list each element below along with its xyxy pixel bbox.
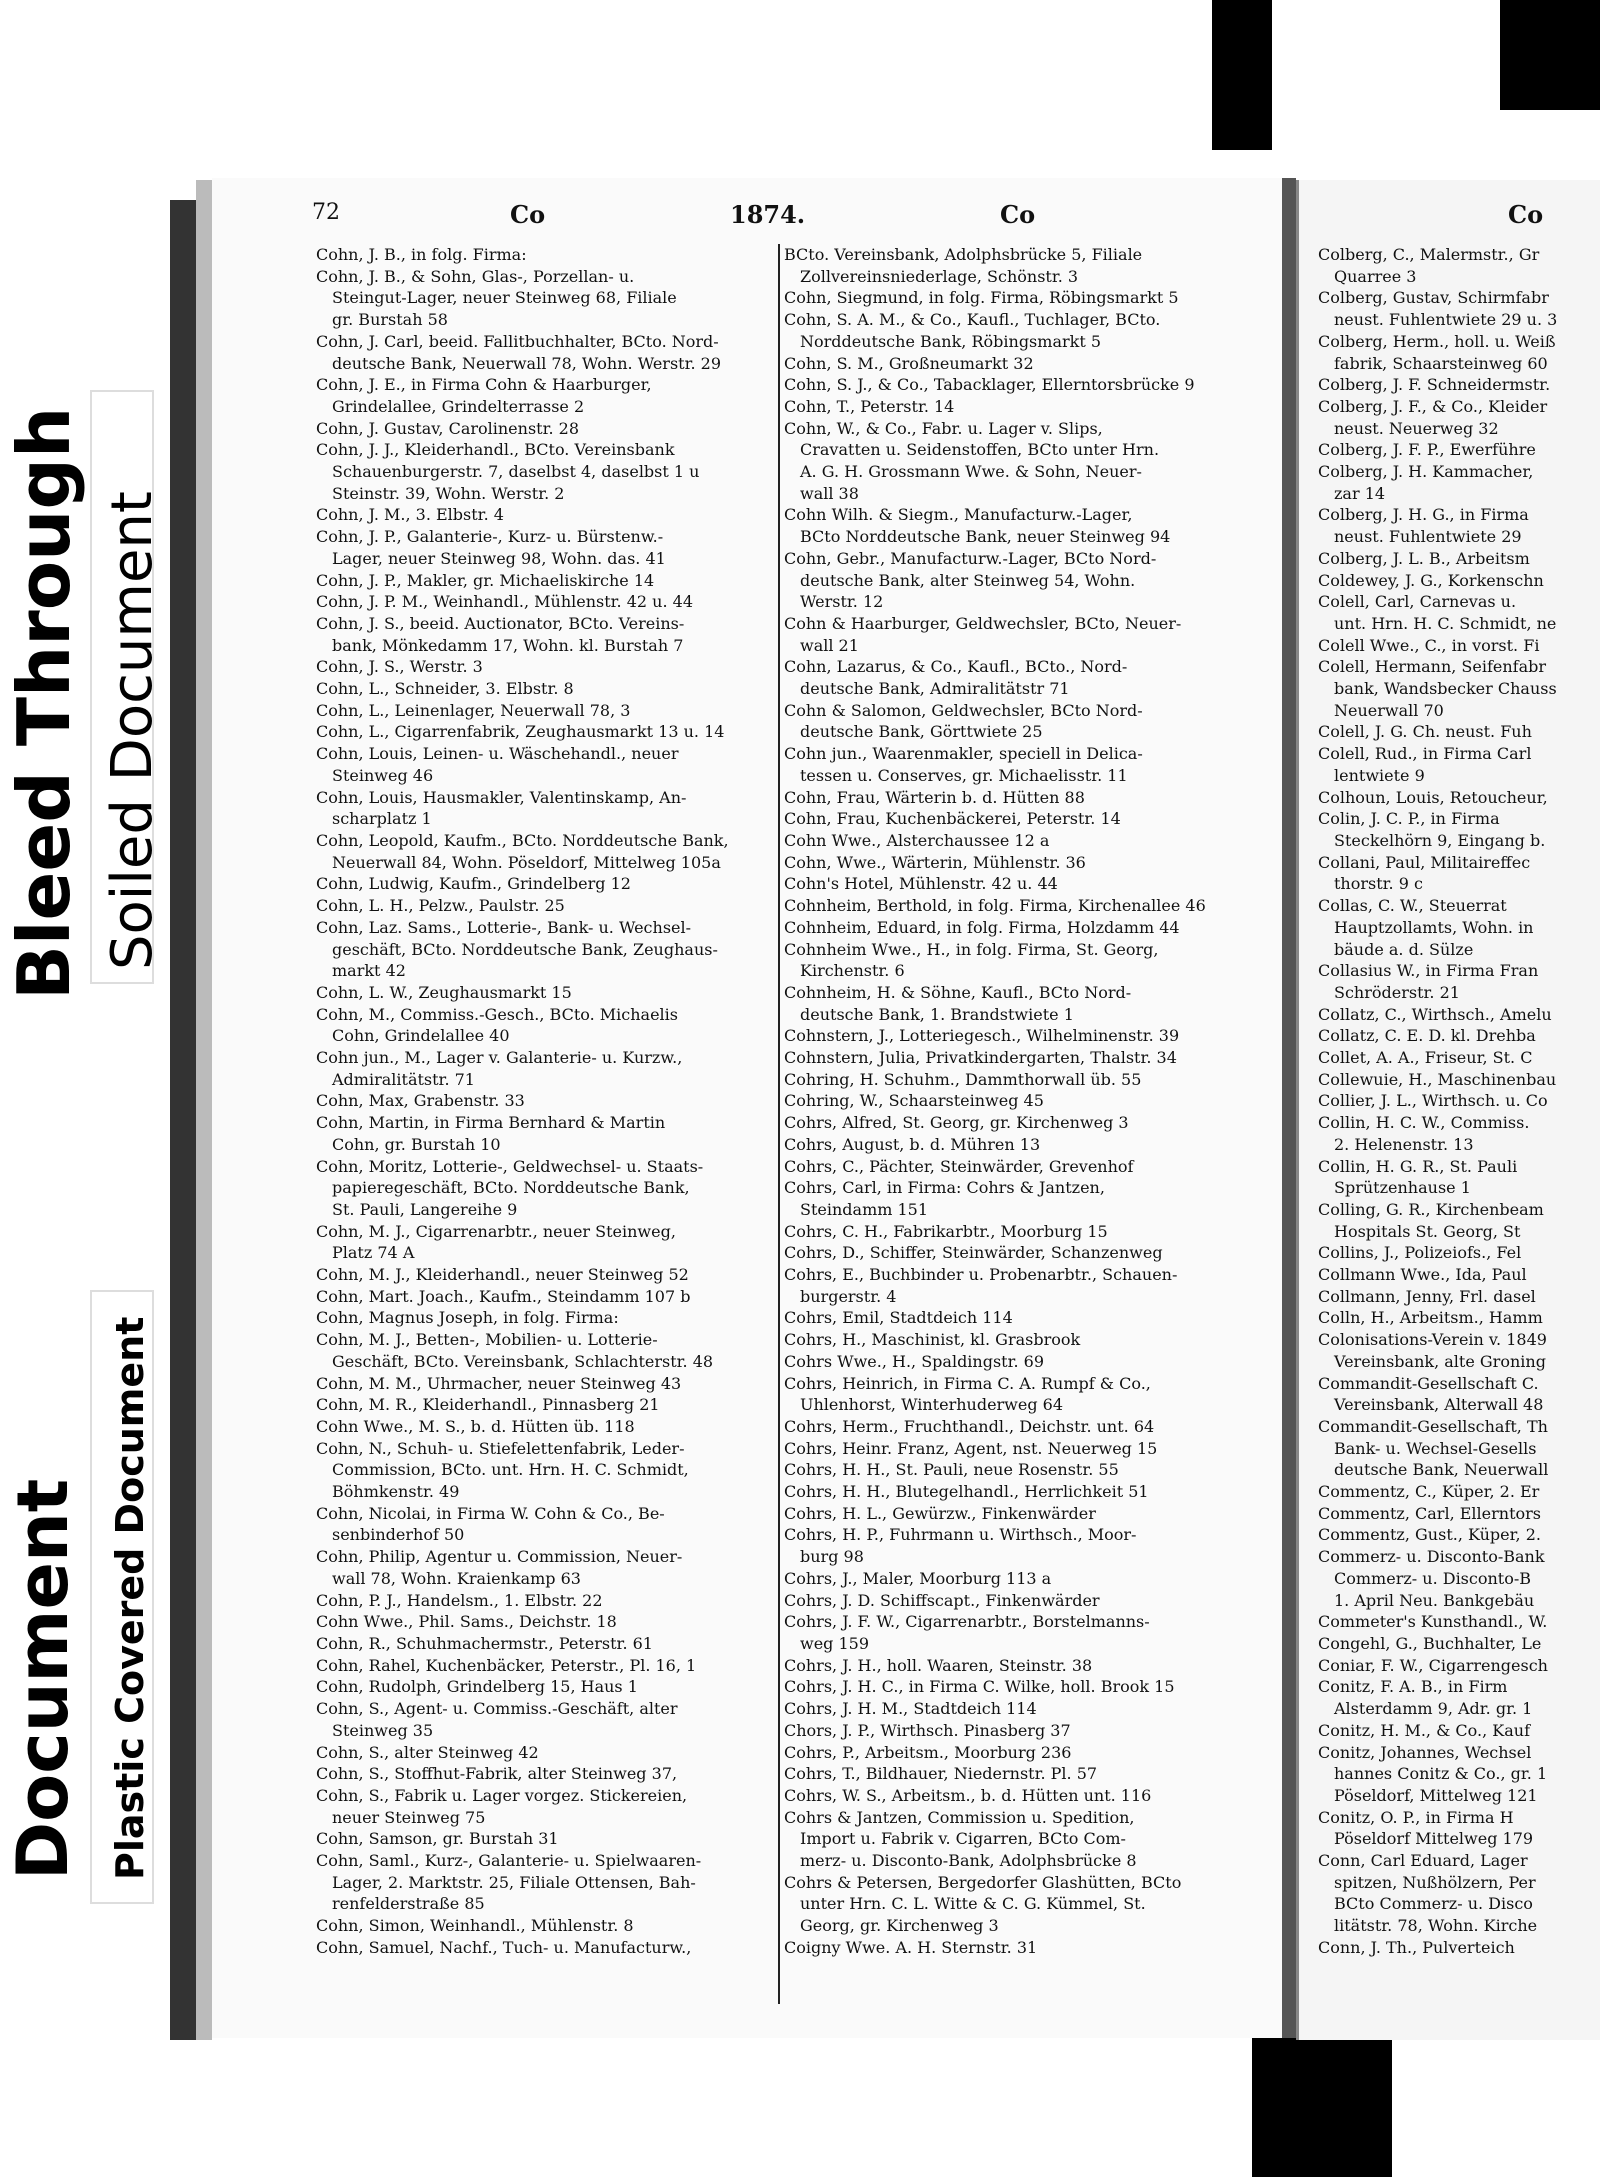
directory-entry-line: Cohn, L., Leinenlager, Neuerwall 78, 3 bbox=[316, 700, 631, 720]
directory-entry-line: Lager, neuer Steinweg 98, Wohn. das. 41 bbox=[332, 548, 666, 568]
directory-entry-line: Collins, J., Polizeiofs., Fel bbox=[1318, 1243, 1522, 1263]
directory-entry-line: Colberg, J. F. P., Ewerführe bbox=[1318, 440, 1536, 460]
directory-entry-line: Cohrs, H., Maschinist, kl. Grasbrook bbox=[784, 1330, 1081, 1350]
directory-entry-line: Cohn, M. M., Uhrmacher, neuer Steinweg 43 bbox=[316, 1373, 682, 1393]
directory-column-middle bbox=[784, 244, 1240, 1959]
directory-entry-line: unter Hrn. C. L. Witte & C. G. Kümmel, St. bbox=[800, 1894, 1146, 1914]
directory-entry-line: Colling, G. R., Kirchenbeam bbox=[1318, 1199, 1544, 1219]
directory-entry-line: Collin, H. G. R., St. Pauli bbox=[1318, 1156, 1518, 1176]
directory-entry-line: Cohn, T., Peterstr. 14 bbox=[784, 396, 955, 416]
directory-entry-line: spitzen, Nußhölzern, Per bbox=[1334, 1872, 1536, 1892]
directory-entry-line: Colonisations-Verein v. 1849 bbox=[1318, 1330, 1547, 1350]
directory-entry-line: 1. April Neu. Bankgebäu bbox=[1334, 1590, 1535, 1610]
directory-entry-line: Cohrs & Petersen, Bergedorfer Glashütten, BCto bbox=[784, 1872, 1182, 1892]
directory-entry-line: Pöseldorf Mittelweg 179 bbox=[1334, 1829, 1534, 1849]
directory-entry-line: Cohn, Samuel, Nachf., Tuch- u. Manufacturw., bbox=[316, 1937, 692, 1957]
directory-entry-line: Cohn, Frau, Wärterin b. d. Hütten 88 bbox=[784, 787, 1085, 807]
directory-entry-line: Colell, Carl, Carnevas u. bbox=[1318, 592, 1517, 612]
directory-entry-line: Cohrs, Heinrich, in Firma C. A. Rumpf & Co., bbox=[784, 1373, 1151, 1393]
directory-entry-line: Cohn, J. Carl, beeid. Fallitbuchhalter, BCto. Nord- bbox=[316, 331, 719, 351]
directory-entry-line: Cohn, Martin, in Firma Bernhard & Martin bbox=[316, 1113, 666, 1133]
directory-entry-line: Kirchenstr. 6 bbox=[800, 961, 905, 981]
label-plastic-covered-document: Plastic Covered Document bbox=[108, 1316, 152, 1880]
directory-entry-line: Geschäft, BCto. Vereinsbank, Schlachterstr. 48 bbox=[332, 1351, 714, 1371]
directory-entry-line: Cohrs, Herm., Fruchthandl., Deichstr. unt. 64 bbox=[784, 1416, 1155, 1436]
directory-entry-line: Steinweg 35 bbox=[332, 1720, 434, 1740]
directory-entry-line: renfelderstraße 85 bbox=[332, 1894, 485, 1914]
directory-entry-line: Coniar, F. W., Cigarrengesch bbox=[1318, 1655, 1548, 1675]
directory-entry-line: Cohn, Magnus Joseph, in folg. Firma: bbox=[316, 1308, 619, 1328]
directory-entry-line: Cohn, W., & Co., Fabr. u. Lager v. Slips, bbox=[784, 418, 1103, 438]
directory-entry-line: Zollvereinsniederlage, Schönstr. 3 bbox=[800, 266, 1079, 286]
directory-entry-line: Cohn, J. M., 3. Elbstr. 4 bbox=[316, 505, 504, 525]
directory-entry-line: Commentz, C., Küper, 2. Er bbox=[1318, 1482, 1540, 1502]
directory-entry-line: Collas, C. W., Steuerrat bbox=[1318, 896, 1507, 916]
directory-entry-line: Cohnheim, Berthold, in folg. Firma, Kirchenallee 46 bbox=[784, 896, 1206, 916]
directory-entry-line: Cohn, M. J., Kleiderhandl., neuer Steinweg 52 bbox=[316, 1265, 689, 1285]
directory-entry-line: Cohrs, Alfred, St. Georg, gr. Kirchenweg 3 bbox=[784, 1113, 1129, 1133]
directory-entry-line: Colell, Rud., in Firma Carl bbox=[1318, 744, 1532, 764]
directory-entry-line: Collin, H. C. W., Commiss. bbox=[1318, 1113, 1530, 1133]
directory-entry-line: weg 159 bbox=[800, 1634, 870, 1653]
directory-entry-line: merz- u. Disconto-Bank, Adolphsbrücke 8 bbox=[800, 1851, 1137, 1871]
directory-entry-line: Steinweg 46 bbox=[332, 765, 434, 785]
directory-entry-line: Cohn, Rudolph, Grindelberg 15, Haus 1 bbox=[316, 1677, 638, 1697]
directory-entry-line: burg 98 bbox=[800, 1547, 864, 1567]
directory-entry-line: Cohn & Salomon, Geldwechsler, BCto Nord- bbox=[784, 700, 1143, 720]
directory-entry-line: Alsterdamm 9, Adr. gr. 1 bbox=[1334, 1699, 1533, 1719]
directory-entry-line: tessen u. Conserves, gr. Michaelisstr. 11 bbox=[800, 765, 1128, 785]
directory-entry-line: Vereinsbank, alte Groning bbox=[1334, 1351, 1546, 1371]
directory-entry-line: Cohn, J. B., in folg. Firma: bbox=[316, 245, 527, 264]
directory-entry-line: papieregeschäft, BCto. Norddeutsche Bank, bbox=[332, 1178, 690, 1198]
directory-entry-line: markt 42 bbox=[332, 961, 406, 981]
directory-entry-line: Cohrs, Emil, Stadtdeich 114 bbox=[784, 1308, 1013, 1328]
directory-entry-line: Cohn, S. A. M., & Co., Kaufl., Tuchlager, BCto. bbox=[784, 310, 1161, 330]
directory-entry-line: Cohn, M. J., Betten-, Mobilien- u. Lotterie- bbox=[316, 1330, 658, 1350]
directory-entry-line: Platz 74 A bbox=[332, 1243, 415, 1263]
directory-entry-line: Cohrs, D., Schiffer, Steinwärder, Schanzenweg bbox=[784, 1243, 1163, 1263]
directory-entry-line: Cohrs, J., Maler, Moorburg 113 a bbox=[784, 1568, 1052, 1588]
directory-entry-line: Cohn, N., Schuh- u. Stiefelettenfabrik, Leder- bbox=[316, 1438, 685, 1458]
page-year: 1874. bbox=[730, 200, 806, 229]
directory-entry-line: Import u. Fabrik v. Cigarren, BCto Com- bbox=[800, 1829, 1126, 1849]
directory-entry-line: Cohn, S., alter Steinweg 42 bbox=[316, 1742, 539, 1762]
directory-entry-line: neust. Fuhlentwiete 29 bbox=[1334, 527, 1522, 547]
directory-entry-line: Cohrs, E., Buchbinder u. Probenarbtr., Schauen- bbox=[784, 1265, 1178, 1285]
directory-entry-line: thorstr. 9 c bbox=[1334, 874, 1423, 894]
label-document: Document bbox=[2, 1478, 84, 1880]
directory-entry-line: Coldewey, J. G., Korkenschn bbox=[1318, 570, 1544, 590]
directory-entry-line: Cohrs, H. H., St. Pauli, neue Rosenstr. 55 bbox=[784, 1460, 1119, 1480]
directory-entry-line: BCto Commerz- u. Disco bbox=[1334, 1894, 1533, 1914]
directory-entry-line: Cohn, S., Agent- u. Commiss.-Geschäft, alter bbox=[316, 1699, 678, 1719]
directory-entry-line: Cohnstern, J., Lotteriegesch., Wilhelminenstr. 39 bbox=[784, 1026, 1180, 1046]
directory-entry-line: Cohn Wwe., Alsterchaussee 12 a bbox=[784, 830, 1050, 850]
directory-entry-line: Georg, gr. Kirchenweg 3 bbox=[800, 1916, 999, 1936]
directory-entry-line: Hauptzollamts, Wohn. in bbox=[1334, 917, 1534, 937]
directory-entry-line: bank, Mönkedamm 17, Wohn. kl. Burstah 7 bbox=[332, 635, 684, 655]
directory-entry-line: Collmann, Jenny, Frl. dasel bbox=[1318, 1286, 1536, 1306]
directory-entry-line: Cohn, J. E., in Firma Cohn & Haarburger, bbox=[316, 375, 652, 395]
directory-entry-line: Cohn jun., Waarenmakler, speciell in Delica- bbox=[784, 744, 1143, 764]
directory-entry-line: Collasius W., in Firma Fran bbox=[1318, 961, 1539, 981]
directory-entry-line: Commentz, Gust., Küper, 2. bbox=[1318, 1525, 1541, 1545]
directory-entry-line: Cohrs, J. F. W., Cigarrenarbtr., Borstelmanns- bbox=[784, 1612, 1150, 1632]
directory-entry-line: Cohn, L., Schneider, 3. Elbstr. 8 bbox=[316, 679, 574, 699]
directory-entry-line: Pöseldorf, Mittelweg 121 bbox=[1334, 1785, 1538, 1805]
directory-entry-line: Neuerwall 84, Wohn. Pöseldorf, Mittelweg 105a bbox=[332, 852, 721, 872]
directory-entry-line: Cohnheim, H. & Söhne, Kaufl., BCto Nord- bbox=[784, 982, 1132, 1002]
directory-entry-line: Colhoun, Louis, Retoucheur, bbox=[1318, 787, 1548, 807]
directory-entry-line: Cohrs, J. D. Schiffscapt., Finkenwärder bbox=[784, 1590, 1100, 1610]
directory-entry-line: unt. Hrn. H. C. Schmidt, ne bbox=[1334, 613, 1557, 633]
directory-entry-line: Cohn, Louis, Leinen- u. Wäschehandl., neuer bbox=[316, 744, 679, 764]
directory-entry-line: Conn, Carl Eduard, Lager bbox=[1318, 1851, 1528, 1871]
directory-entry-line: wall 21 bbox=[800, 635, 859, 655]
directory-entry-line: Conitz, H. M., & Co., Kauf bbox=[1318, 1720, 1530, 1740]
directory-entry-line: deutsche Bank, Neuerwall bbox=[1334, 1460, 1549, 1480]
directory-entry-line: Böhmkenstr. 49 bbox=[332, 1482, 460, 1502]
directory-entry-line: Bank- u. Wechsel-Gesells bbox=[1334, 1438, 1537, 1458]
directory-entry-line: 2. Helenenstr. 13 bbox=[1334, 1134, 1474, 1154]
directory-entry-line: gr. Burstah 58 bbox=[332, 310, 448, 330]
directory-entry-line: Cohn, Saml., Kurz-, Galanterie- u. Spielwaaren- bbox=[316, 1851, 702, 1871]
directory-entry-line: Colin, J. C. P., in Firma bbox=[1318, 809, 1500, 829]
directory-entry-line: Colell, Hermann, Seifenfabr bbox=[1318, 657, 1547, 677]
directory-entry-line: Cohn, Laz. Sams., Lotterie-, Bank- u. Wechsel- bbox=[316, 917, 692, 937]
directory-entry-line: Cohn, Wwe., Wärterin, Mühlenstr. 36 bbox=[784, 852, 1086, 872]
directory-entry-line: Cohnstern, Julia, Privatkindergarten, Thalstr. 34 bbox=[784, 1048, 1177, 1068]
directory-entry-line: deutsche Bank, Görttwiete 25 bbox=[800, 722, 1043, 742]
directory-entry-line: Cohn jun., M., Lager v. Galanterie- u. Kurzw., bbox=[316, 1048, 683, 1068]
directory-entry-line: Cohn, L., Cigarrenfabrik, Zeughausmarkt 13 u. 14 bbox=[316, 722, 725, 742]
running-head-right: Co bbox=[1000, 200, 1036, 229]
directory-entry-line: Coigny Wwe. A. H. Sternstr. 31 bbox=[784, 1937, 1038, 1957]
directory-entry-line: deutsche Bank, Admiralitätstr 71 bbox=[800, 679, 1070, 699]
directory-entry-line: Commerz- u. Disconto-Bank bbox=[1318, 1547, 1545, 1567]
directory-entry-line: Cohn, Max, Grabenstr. 33 bbox=[316, 1091, 525, 1111]
directory-entry-line: Cohrs, H. L., Gewürzw., Finkenwärder bbox=[784, 1503, 1096, 1523]
directory-entry-line: Vereinsbank, Alterwall 48 bbox=[1334, 1395, 1544, 1415]
directory-entry-line: Cohn Wilh. & Siegm., Manufacturw.-Lager, bbox=[784, 505, 1133, 525]
directory-entry-line: Cohn, S. J., & Co., Tabacklager, Ellerntorsbrücke 9 bbox=[784, 375, 1195, 395]
directory-entry-line: Cohrs, J. H., holl. Waaren, Steinstr. 38 bbox=[784, 1655, 1093, 1675]
scan-mask bbox=[1500, 0, 1600, 110]
directory-entry-line: deutsche Bank, alter Steinweg 54, Wohn. bbox=[800, 570, 1136, 590]
directory-entry-line: Schauenburgerstr. 7, daselbst 4, daselbst 1 u bbox=[332, 462, 700, 482]
directory-entry-line: Cohn, S., Stoffhut-Fabrik, alter Steinweg 37, bbox=[316, 1764, 678, 1784]
directory-entry-line: Commandit-Gesellschaft C. bbox=[1318, 1373, 1539, 1393]
directory-entry-line: Cohn, Samson, gr. Burstah 31 bbox=[316, 1829, 559, 1849]
directory-entry-line: Cohrs, W. S., Arbeitsm., b. d. Hütten unt. 116 bbox=[784, 1785, 1152, 1805]
directory-entry-line: neust. Fuhlentwiete 29 u. 3 bbox=[1334, 310, 1558, 330]
directory-entry-line: deutsche Bank, Neuerwall 78, Wohn. Werstr. 29 bbox=[332, 353, 722, 373]
page-edge-shadow bbox=[170, 200, 196, 2040]
directory-entry-line: scharplatz 1 bbox=[332, 809, 432, 829]
directory-entry-line: Cohn, Lazarus, & Co., Kaufl., BCto., Nord- bbox=[784, 657, 1128, 677]
directory-entry-line: Schröderstr. 21 bbox=[1334, 982, 1460, 1002]
directory-entry-line: Colberg, C., Malermstr., Gr bbox=[1318, 245, 1540, 264]
directory-entry-line: Cohrs & Jantzen, Commission u. Spedition, bbox=[784, 1807, 1135, 1827]
directory-entry-line: Cohn, Leopold, Kaufm., BCto. Norddeutsche Bank, bbox=[316, 830, 729, 850]
directory-entry-line: Cohrs, C. H., Fabrikarbtr., Moorburg 15 bbox=[784, 1221, 1108, 1241]
label-bleed-through: Bleed Through bbox=[2, 406, 86, 1000]
directory-entry-line: Chors, J. P., Wirthsch. Pinasberg 37 bbox=[784, 1720, 1071, 1740]
directory-entry-line: BCto. Vereinsbank, Adolphsbrücke 5, Filiale bbox=[784, 245, 1143, 264]
directory-entry-line: Cravatten u. Seidenstoffen, BCto unter Hrn. bbox=[800, 440, 1160, 460]
directory-entry-line: Cohn, Siegmund, in folg. Firma, Röbingsmarkt 5 bbox=[784, 288, 1179, 308]
page-edge bbox=[196, 180, 212, 2040]
directory-entry-line: Colberg, J. F., & Co., Kleider bbox=[1318, 396, 1548, 416]
directory-entry-line: Cohrs, Carl, in Firma: Cohrs & Jantzen, bbox=[784, 1178, 1105, 1198]
directory-entry-line: geschäft, BCto. Norddeutsche Bank, Zeughaus- bbox=[332, 939, 718, 959]
directory-entry-line: Cohn, Louis, Hausmakler, Valentinskamp, An- bbox=[316, 787, 687, 807]
directory-entry-line: Cohn, S. M., Großneumarkt 32 bbox=[784, 353, 1034, 373]
directory-entry-line: Werstr. 12 bbox=[800, 592, 884, 612]
directory-entry-line: Cohring, W., Schaarsteinweg 45 bbox=[784, 1091, 1044, 1111]
directory-entry-line: hannes Conitz & Co., gr. 1 bbox=[1334, 1764, 1548, 1784]
directory-entry-line: Steindamm 151 bbox=[800, 1199, 929, 1219]
directory-entry-line: Cohn, Rahel, Kuchenbäcker, Peterstr., Pl. 16, 1 bbox=[316, 1655, 697, 1675]
directory-entry-line: Cohn Wwe., M. S., b. d. Hütten üb. 118 bbox=[316, 1416, 635, 1436]
directory-entry-line: Hospitals St. Georg, St bbox=[1334, 1221, 1521, 1241]
directory-entry-line: Collmann Wwe., Ida, Paul bbox=[1318, 1265, 1527, 1285]
directory-entry-line: Lager, 2. Marktstr. 25, Filiale Ottensen, Bah- bbox=[332, 1872, 696, 1892]
page-number: 72 bbox=[312, 200, 340, 225]
directory-entry-line: Cohrs, J. H. C., in Firma C. Wilke, holl. Brook 15 bbox=[784, 1677, 1175, 1697]
directory-entry-line: Colln, H., Arbeitsm., Hamm bbox=[1318, 1308, 1543, 1328]
directory-entry-line: Conn, J. Th., Pulverteich bbox=[1318, 1937, 1515, 1957]
running-head-left: Co bbox=[510, 200, 546, 229]
directory-entry-line: Cohn, L. H., Pelzw., Paulstr. 25 bbox=[316, 896, 565, 916]
directory-entry-line: Commerz- u. Disconto-B bbox=[1334, 1568, 1532, 1588]
directory-entry-line: Cohrs, Heinr. Franz, Agent, nst. Neuerweg 15 bbox=[784, 1438, 1158, 1458]
directory-entry-line: Cohnheim Wwe., H., in folg. Firma, St. Georg, bbox=[784, 939, 1159, 959]
directory-entry-line: Cohn, Nicolai, in Firma W. Cohn & Co., Be- bbox=[316, 1503, 665, 1523]
directory-entry-line: deutsche Bank, 1. Brandstwiete 1 bbox=[800, 1004, 1074, 1024]
directory-entry-line: Cohn, Moritz, Lotterie-, Geldwechsel- u. Staats- bbox=[316, 1156, 704, 1176]
directory-entry-line: neust. Neuerweg 32 bbox=[1334, 418, 1499, 438]
column-rule bbox=[778, 244, 780, 2004]
directory-column-right bbox=[1318, 244, 1600, 1959]
scan-mask bbox=[1212, 0, 1272, 150]
directory-entry-line: Steinstr. 39, Wohn. Werstr. 2 bbox=[332, 483, 565, 503]
directory-entry-line: Cohn, Mart. Joach., Kaufm., Steindamm 107 b bbox=[316, 1286, 691, 1306]
directory-entry-line: Cohn & Haarburger, Geldwechsler, BCto, Neuer- bbox=[784, 613, 1182, 633]
directory-column-left bbox=[316, 244, 778, 1959]
directory-entry-line: Colberg, Herm., holl. u. Weiß bbox=[1318, 331, 1556, 351]
directory-entry-line: Sprützenhause 1 bbox=[1334, 1178, 1471, 1198]
directory-entry-line: St. Pauli, Langereihe 9 bbox=[332, 1199, 518, 1219]
directory-entry-line: bank, Wandsbecker Chauss bbox=[1334, 679, 1557, 699]
directory-entry-line: Congehl, G., Buchhalter, Le bbox=[1318, 1634, 1542, 1653]
directory-entry-line: Cohn's Hotel, Mühlenstr. 42 u. 44 bbox=[784, 874, 1058, 894]
directory-entry-line: Cohn, S., Fabrik u. Lager vorgez. Stickereien, bbox=[316, 1785, 688, 1805]
directory-entry-line: Cohn, J. S., Werstr. 3 bbox=[316, 657, 483, 677]
directory-entry-line: Cohrs, H. H., Blutegelhandl., Herrlichkeit 51 bbox=[784, 1482, 1149, 1502]
directory-entry-line: wall 38 bbox=[800, 483, 859, 503]
directory-entry-line: Cohn, J. Gustav, Carolinenstr. 28 bbox=[316, 418, 580, 438]
directory-entry-line: Cohn, J. J., Kleiderhandl., BCto. Vereinsbank bbox=[316, 440, 675, 460]
directory-entry-line: Conitz, O. P., in Firma H bbox=[1318, 1807, 1514, 1827]
directory-entry-line: Collatz, C. E. D. kl. Drehba bbox=[1318, 1026, 1536, 1046]
directory-entry-line: Cohn, M., Commiss.-Gesch., BCto. Michaelis bbox=[316, 1004, 678, 1024]
directory-entry-line: Collewuie, H., Maschinenbau bbox=[1318, 1069, 1557, 1089]
directory-entry-line: Neuerwall 70 bbox=[1334, 700, 1444, 720]
directory-entry-line: Colberg, J. F. Schneidermstr. bbox=[1318, 375, 1551, 395]
directory-entry-line: wall 78, Wohn. Kraienkamp 63 bbox=[332, 1568, 581, 1588]
directory-entry-line: litätstr. 78, Wohn. Kirche bbox=[1334, 1916, 1538, 1936]
directory-entry-line: Cohring, H. Schuhm., Dammthorwall üb. 55 bbox=[784, 1069, 1142, 1089]
directory-entry-line: Cohn, M. R., Kleiderhandl., Pinnasberg 21 bbox=[316, 1395, 660, 1415]
directory-entry-line: Cohn, Philip, Agentur u. Commission, Neuer- bbox=[316, 1547, 683, 1567]
directory-entry-line: Conitz, Johannes, Wechsel bbox=[1318, 1742, 1532, 1762]
label-box bbox=[90, 390, 154, 984]
directory-entry-line: Collatz, C., Wirthsch., Amelu bbox=[1318, 1004, 1552, 1024]
directory-entry-line: lentwiete 9 bbox=[1334, 765, 1425, 785]
directory-entry-line: Cohn, Ludwig, Kaufm., Grindelberg 12 bbox=[316, 874, 631, 894]
directory-entry-line: Colell Wwe., C., in vorst. Fi bbox=[1318, 635, 1540, 655]
book-gutter bbox=[1282, 178, 1296, 2038]
label-box bbox=[90, 1290, 154, 1904]
directory-entry-line: Commandit-Gesellschaft, Th bbox=[1318, 1416, 1548, 1436]
directory-entry-line: Cohn, Grindelallee 40 bbox=[332, 1026, 510, 1046]
directory-entry-line: fabrik, Schaarsteinweg 60 bbox=[1334, 353, 1548, 373]
directory-entry-line: Cohrs, J. H. M., Stadtdeich 114 bbox=[784, 1699, 1037, 1719]
directory-entry-line: Cohn, J. P., Galanterie-, Kurz- u. Bürstenw.- bbox=[316, 527, 664, 547]
directory-entry-line: Cohn, L. W., Zeughausmarkt 15 bbox=[316, 982, 572, 1002]
directory-entry-line: Steckelhörn 9, Eingang b. bbox=[1334, 830, 1546, 850]
directory-entry-line: Commeter's Kunsthandl., W. bbox=[1318, 1612, 1548, 1632]
directory-entry-line: Cohrs, H. P., Fuhrmann u. Wirthsch., Moor- bbox=[784, 1525, 1137, 1545]
directory-entry-line: Cohn, P. J., Handelsm., 1. Elbstr. 22 bbox=[316, 1590, 603, 1610]
directory-entry-line: Cohn, J. P. M., Weinhandl., Mühlenstr. 42 u. 44 bbox=[316, 592, 693, 612]
directory-entry-line: Grindelallee, Grindelterrasse 2 bbox=[332, 396, 585, 416]
directory-entry-line: Quarree 3 bbox=[1334, 266, 1417, 286]
directory-entry-line: Colell, J. G. Ch. neust. Fuh bbox=[1318, 722, 1532, 742]
directory-entry-line: Cohn, J. B., & Sohn, Glas-, Porzellan- u. bbox=[316, 266, 635, 286]
directory-entry-line: Collier, J. L., Wirthsch. u. Co bbox=[1318, 1091, 1548, 1111]
directory-entry-line: Cohn, J. P., Makler, gr. Michaeliskirche 14 bbox=[316, 570, 655, 590]
directory-entry-line: Cohn, R., Schuhmachermstr., Peterstr. 61 bbox=[316, 1634, 653, 1653]
directory-entry-line: Colberg, J. H. G., in Firma bbox=[1318, 505, 1529, 525]
directory-entry-line: Colberg, J. H. Kammacher, bbox=[1318, 462, 1534, 482]
directory-entry-line: Uhlenhorst, Winterhuderweg 64 bbox=[800, 1395, 1064, 1415]
directory-entry-line: Cohn, J. S., beeid. Auctionator, BCto. Vereins- bbox=[316, 613, 685, 633]
directory-entry-line: Cohn, Frau, Kuchenbäckerei, Peterstr. 14 bbox=[784, 809, 1121, 829]
directory-entry-line: Cohrs Wwe., H., Spaldingstr. 69 bbox=[784, 1351, 1045, 1371]
directory-entry-line: Collet, A. A., Friseur, St. C bbox=[1318, 1048, 1533, 1068]
directory-entry-line: Steingut-Lager, neuer Steinweg 68, Filiale bbox=[332, 288, 677, 308]
directory-entry-line: Colberg, J. L. B., Arbeitsm bbox=[1318, 548, 1530, 568]
directory-entry-line: A. G. H. Grossmann Wwe. & Sohn, Neuer- bbox=[800, 462, 1142, 482]
directory-entry-line: burgerstr. 4 bbox=[800, 1286, 897, 1306]
directory-entry-line: zar 14 bbox=[1334, 483, 1386, 503]
directory-entry-line: Conitz, F. A. B., in Firm bbox=[1318, 1677, 1508, 1697]
directory-entry-line: Cohn Wwe., Phil. Sams., Deichstr. 18 bbox=[316, 1612, 617, 1632]
directory-entry-line: Cohrs, C., Pächter, Steinwärder, Grevenhof bbox=[784, 1156, 1134, 1176]
directory-entry-line: Colberg, Gustav, Schirmfabr bbox=[1318, 288, 1549, 308]
directory-entry-line: Cohn, M. J., Cigarrenarbtr., neuer Steinweg, bbox=[316, 1221, 676, 1241]
directory-entry-line: Cohn, gr. Burstah 10 bbox=[332, 1134, 501, 1154]
label-soiled-document: Soiled Document bbox=[100, 491, 165, 970]
directory-entry-line: Cohnheim, Eduard, in folg. Firma, Holzdamm 44 bbox=[784, 917, 1180, 937]
directory-entry-line: Collani, Paul, Militaireffec bbox=[1318, 852, 1531, 872]
scan-mask bbox=[1252, 2030, 1392, 2177]
directory-entry-line: Cohn, Gebr., Manufacturw.-Lager, BCto Nord- bbox=[784, 548, 1157, 568]
directory-entry-line: bäude a. d. Sülze bbox=[1334, 939, 1474, 959]
directory-entry-line: Cohrs, P., Arbeitsm., Moorburg 236 bbox=[784, 1742, 1072, 1762]
directory-entry-line: BCto Norddeutsche Bank, neuer Steinweg 94 bbox=[800, 527, 1171, 547]
directory-entry-line: Admiralitätstr. 71 bbox=[332, 1069, 475, 1089]
directory-entry-line: Cohn, Simon, Weinhandl., Mühlenstr. 8 bbox=[316, 1916, 634, 1936]
directory-entry-line: neuer Steinweg 75 bbox=[332, 1807, 486, 1827]
running-head-next-page: Co bbox=[1508, 200, 1544, 229]
directory-entry-line: Commentz, Carl, Ellerntors bbox=[1318, 1503, 1541, 1523]
directory-entry-line: Norddeutsche Bank, Röbingsmarkt 5 bbox=[800, 331, 1102, 351]
directory-entry-line: Cohrs, T., Bildhauer, Niedernstr. Pl. 57 bbox=[784, 1764, 1098, 1784]
directory-entry-line: Commission, BCto. unt. Hrn. H. C. Schmidt, bbox=[332, 1460, 689, 1480]
directory-entry-line: Cohrs, August, b. d. Mühren 13 bbox=[784, 1134, 1041, 1154]
directory-entry-line: senbinderhof 50 bbox=[332, 1525, 465, 1545]
